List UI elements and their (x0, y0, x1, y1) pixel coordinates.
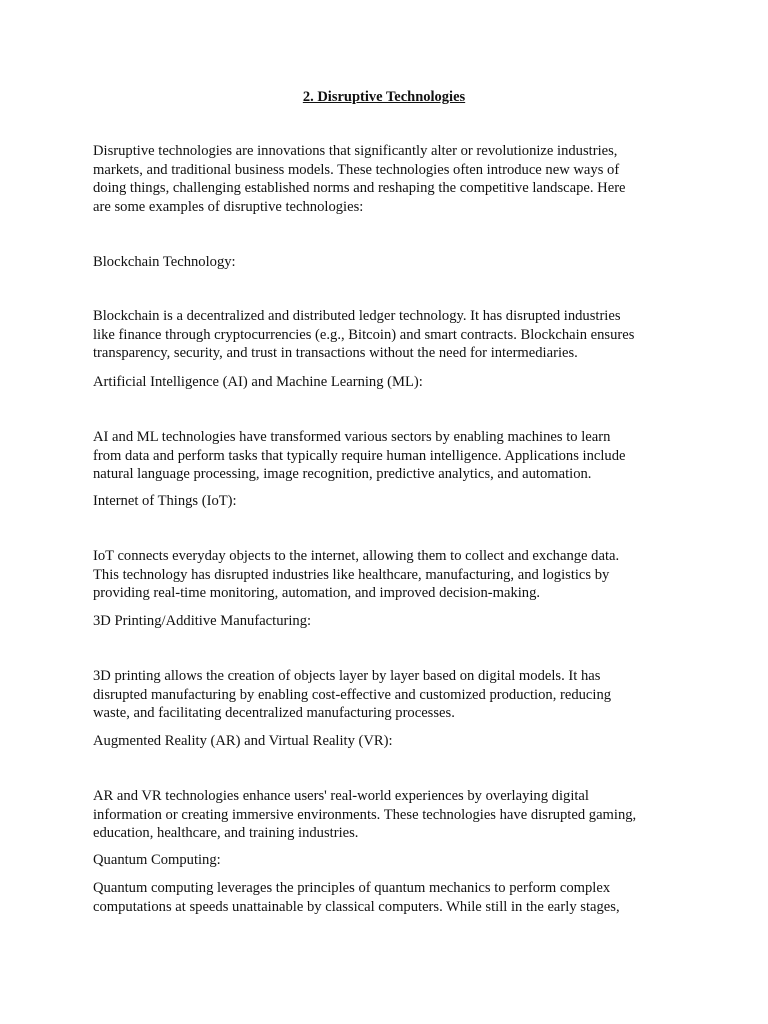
page-title: 2. Disruptive Technologies (302, 89, 466, 105)
section-heading-text: Internet of Things (IoT): (93, 493, 237, 509)
section-body-ar-vr (93, 787, 683, 843)
section-body-blockchain (93, 307, 683, 363)
body-line: natural language processing, image recognition, predictive analytics, and automation. (93, 466, 592, 482)
body-line: Blockchain is a decentralized and distributed ledger technology. It has disrupted industries (93, 308, 621, 324)
section-heading-blockchain (93, 253, 683, 272)
intro-line: markets, and traditional business models. These technologies often introduce new ways of (93, 161, 620, 178)
section-body-quantum (93, 879, 683, 916)
section-body-ai-ml (93, 428, 683, 484)
section-heading-text: 3D Printing/Additive Manufacturing: (93, 613, 312, 629)
body-line: information or creating immersive environments. These technologies have disrupted gaming, (93, 806, 637, 823)
intro-line: Disruptive technologies are innovations that significantly alter or revolutionize industries, (93, 143, 618, 159)
body-line: disrupted manufacturing by enabling cost-effective and customized production, reducing (93, 686, 612, 703)
body-line: AR and VR technologies enhance users' real-world experiences by overlaying digital (93, 788, 589, 804)
body-line: computations at speeds unattainable by classical computers. While still in the early stages, (93, 898, 620, 915)
section-heading-3d-printing (93, 612, 683, 631)
body-line: education, healthcare, and training industries. (93, 825, 359, 841)
body-line: transparency, security, and trust in transactions without the need for intermediaries. (93, 345, 578, 361)
section-heading-ar-vr (93, 732, 683, 751)
section-heading-text: Blockchain Technology: (93, 254, 236, 270)
section-heading-iot (93, 492, 683, 511)
body-line: IoT connects everyday objects to the internet, allowing them to collect and exchange data. (93, 548, 620, 564)
section-heading-quantum (93, 851, 683, 870)
body-line: Quantum computing leverages the principles of quantum mechanics to perform complex (93, 880, 611, 896)
section-body-iot (93, 547, 683, 603)
body-line: waste, and facilitating decentralized manufacturing processes. (93, 705, 455, 721)
section-heading-ai-ml (93, 373, 683, 392)
intro-line: doing things, challenging established norms and reshaping the competitive landscape. Here (93, 180, 626, 196)
body-line: 3D printing allows the creation of objects layer by layer based on digital models. It has (93, 668, 601, 684)
intro-paragraph (93, 142, 683, 216)
body-line: like finance through cryptocurrencies (e.g., Bitcoin) and smart contracts. Blockchain ensures (93, 326, 635, 343)
section-body-3d-printing (93, 667, 683, 723)
body-line: AI and ML technologies have transformed various sectors by enabling machines to learn (93, 429, 611, 445)
intro-line: are some examples of disruptive technologies: (93, 198, 364, 215)
body-line: from data and perform tasks that typically require human intelligence. Applications include (93, 447, 626, 464)
section-heading-text: Artificial Intelligence (AI) and Machine Learning (ML): (93, 374, 423, 390)
section-heading-text: Augmented Reality (AR) and Virtual Reality (VR): (93, 733, 393, 749)
body-line: providing real-time monitoring, automation, and improved decision-making. (93, 585, 541, 601)
section-heading-text: Quantum Computing: (93, 852, 221, 868)
body-line: This technology has disrupted industries like healthcare, manufacturing, and logistics by (93, 566, 610, 583)
